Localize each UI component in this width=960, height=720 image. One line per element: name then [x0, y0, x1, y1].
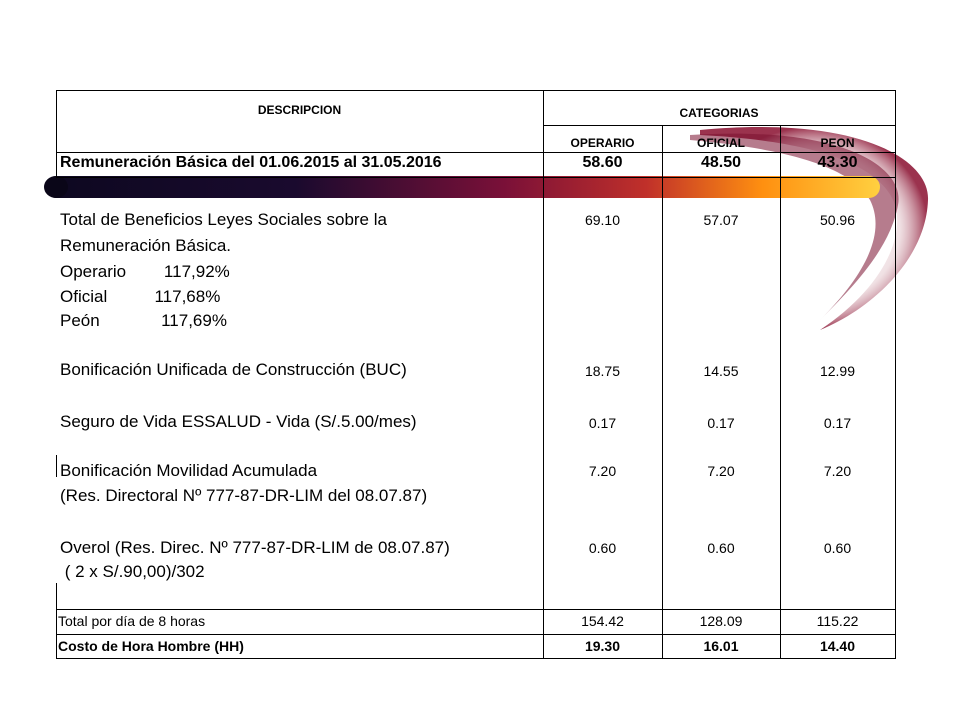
row-remuneracion-oficial: 48.50: [700, 154, 742, 171]
row-overol-oficial: 0.60: [707, 540, 735, 556]
row-beneficios-sub-oficial: Oficial 117,68%: [60, 287, 221, 306]
row-remuneracion-operario: 58.60: [582, 154, 623, 171]
row-movilidad-oficial: 7.20: [707, 463, 735, 479]
row-overol-label-1: Overol (Res. Direc. Nº 777-87-DR-LIM de 08.07.87): [60, 538, 450, 557]
row-remuneracion-peon: 43.30: [817, 154, 858, 171]
row-beneficios-sub-peon: Peón 117,69%: [60, 311, 227, 330]
row-seguro-label: Seguro de Vida ESSALUD - Vida (S/.5.00/mes): [60, 412, 417, 431]
header-categorias: CATEGORIAS: [679, 106, 759, 120]
row-seguro-peon: 0.17: [823, 415, 852, 431]
row-movilidad-label-2: (Res. Directoral Nº 777-87-DR-LIM del 08.07.87): [60, 486, 428, 505]
header-peon: PEON: [820, 136, 855, 150]
row-seguro-oficial: 0.17: [707, 415, 735, 431]
row-overol-label-2: ( 2 x S/.90,00)/302: [60, 562, 205, 581]
row-costo-hh-oficial: 16.01: [703, 638, 739, 654]
row-seguro-operario: 0.17: [588, 415, 617, 431]
row-overol-operario: 0.60: [588, 540, 617, 556]
row-total-dia-oficial: 128.09: [699, 613, 743, 629]
header-oficial: OFICIAL: [697, 136, 745, 150]
row-costo-hh-peon: 14.40: [819, 638, 856, 654]
row-beneficios-sub-operario: Operario 117,92%: [60, 262, 230, 281]
row-buc-peon: 12.99: [819, 363, 856, 379]
row-beneficios-peon: 50.96: [819, 212, 856, 228]
row-total-dia-operario: 154.42: [581, 613, 624, 629]
row-total-dia-peon: 115.22: [816, 613, 859, 629]
row-movilidad-label-1: Bonificación Movilidad Acumulada: [60, 461, 318, 480]
row-costo-hh-operario: 19.30: [584, 638, 621, 654]
row-total-dia-label: Total por día de 8 horas: [58, 613, 206, 629]
row-costo-hh-label: Costo de Hora Hombre (HH): [58, 638, 244, 654]
row-buc-oficial: 14.55: [703, 363, 739, 379]
row-movilidad-operario: 7.20: [588, 463, 617, 479]
row-beneficios-label-2: Remuneración Básica.: [60, 236, 232, 255]
header-operario: OPERARIO: [570, 136, 635, 150]
header-descripcion: DESCRIPCION: [257, 103, 342, 117]
row-overol-peon: 0.60: [823, 540, 852, 556]
row-movilidad-peon: 7.20: [823, 463, 852, 479]
row-buc-operario: 18.75: [584, 363, 621, 379]
row-remuneracion-label: Remuneración Básica del 01.06.2015 al 31.05.2016: [60, 154, 442, 171]
row-beneficios-operario: 69.10: [584, 212, 621, 228]
row-beneficios-oficial: 57.07: [703, 212, 739, 228]
row-beneficios-label-1: Total de Beneficios Leyes Sociales sobre la: [60, 210, 387, 229]
row-buc-label: Bonificación Unificada de Construcción (BUC): [60, 360, 407, 379]
